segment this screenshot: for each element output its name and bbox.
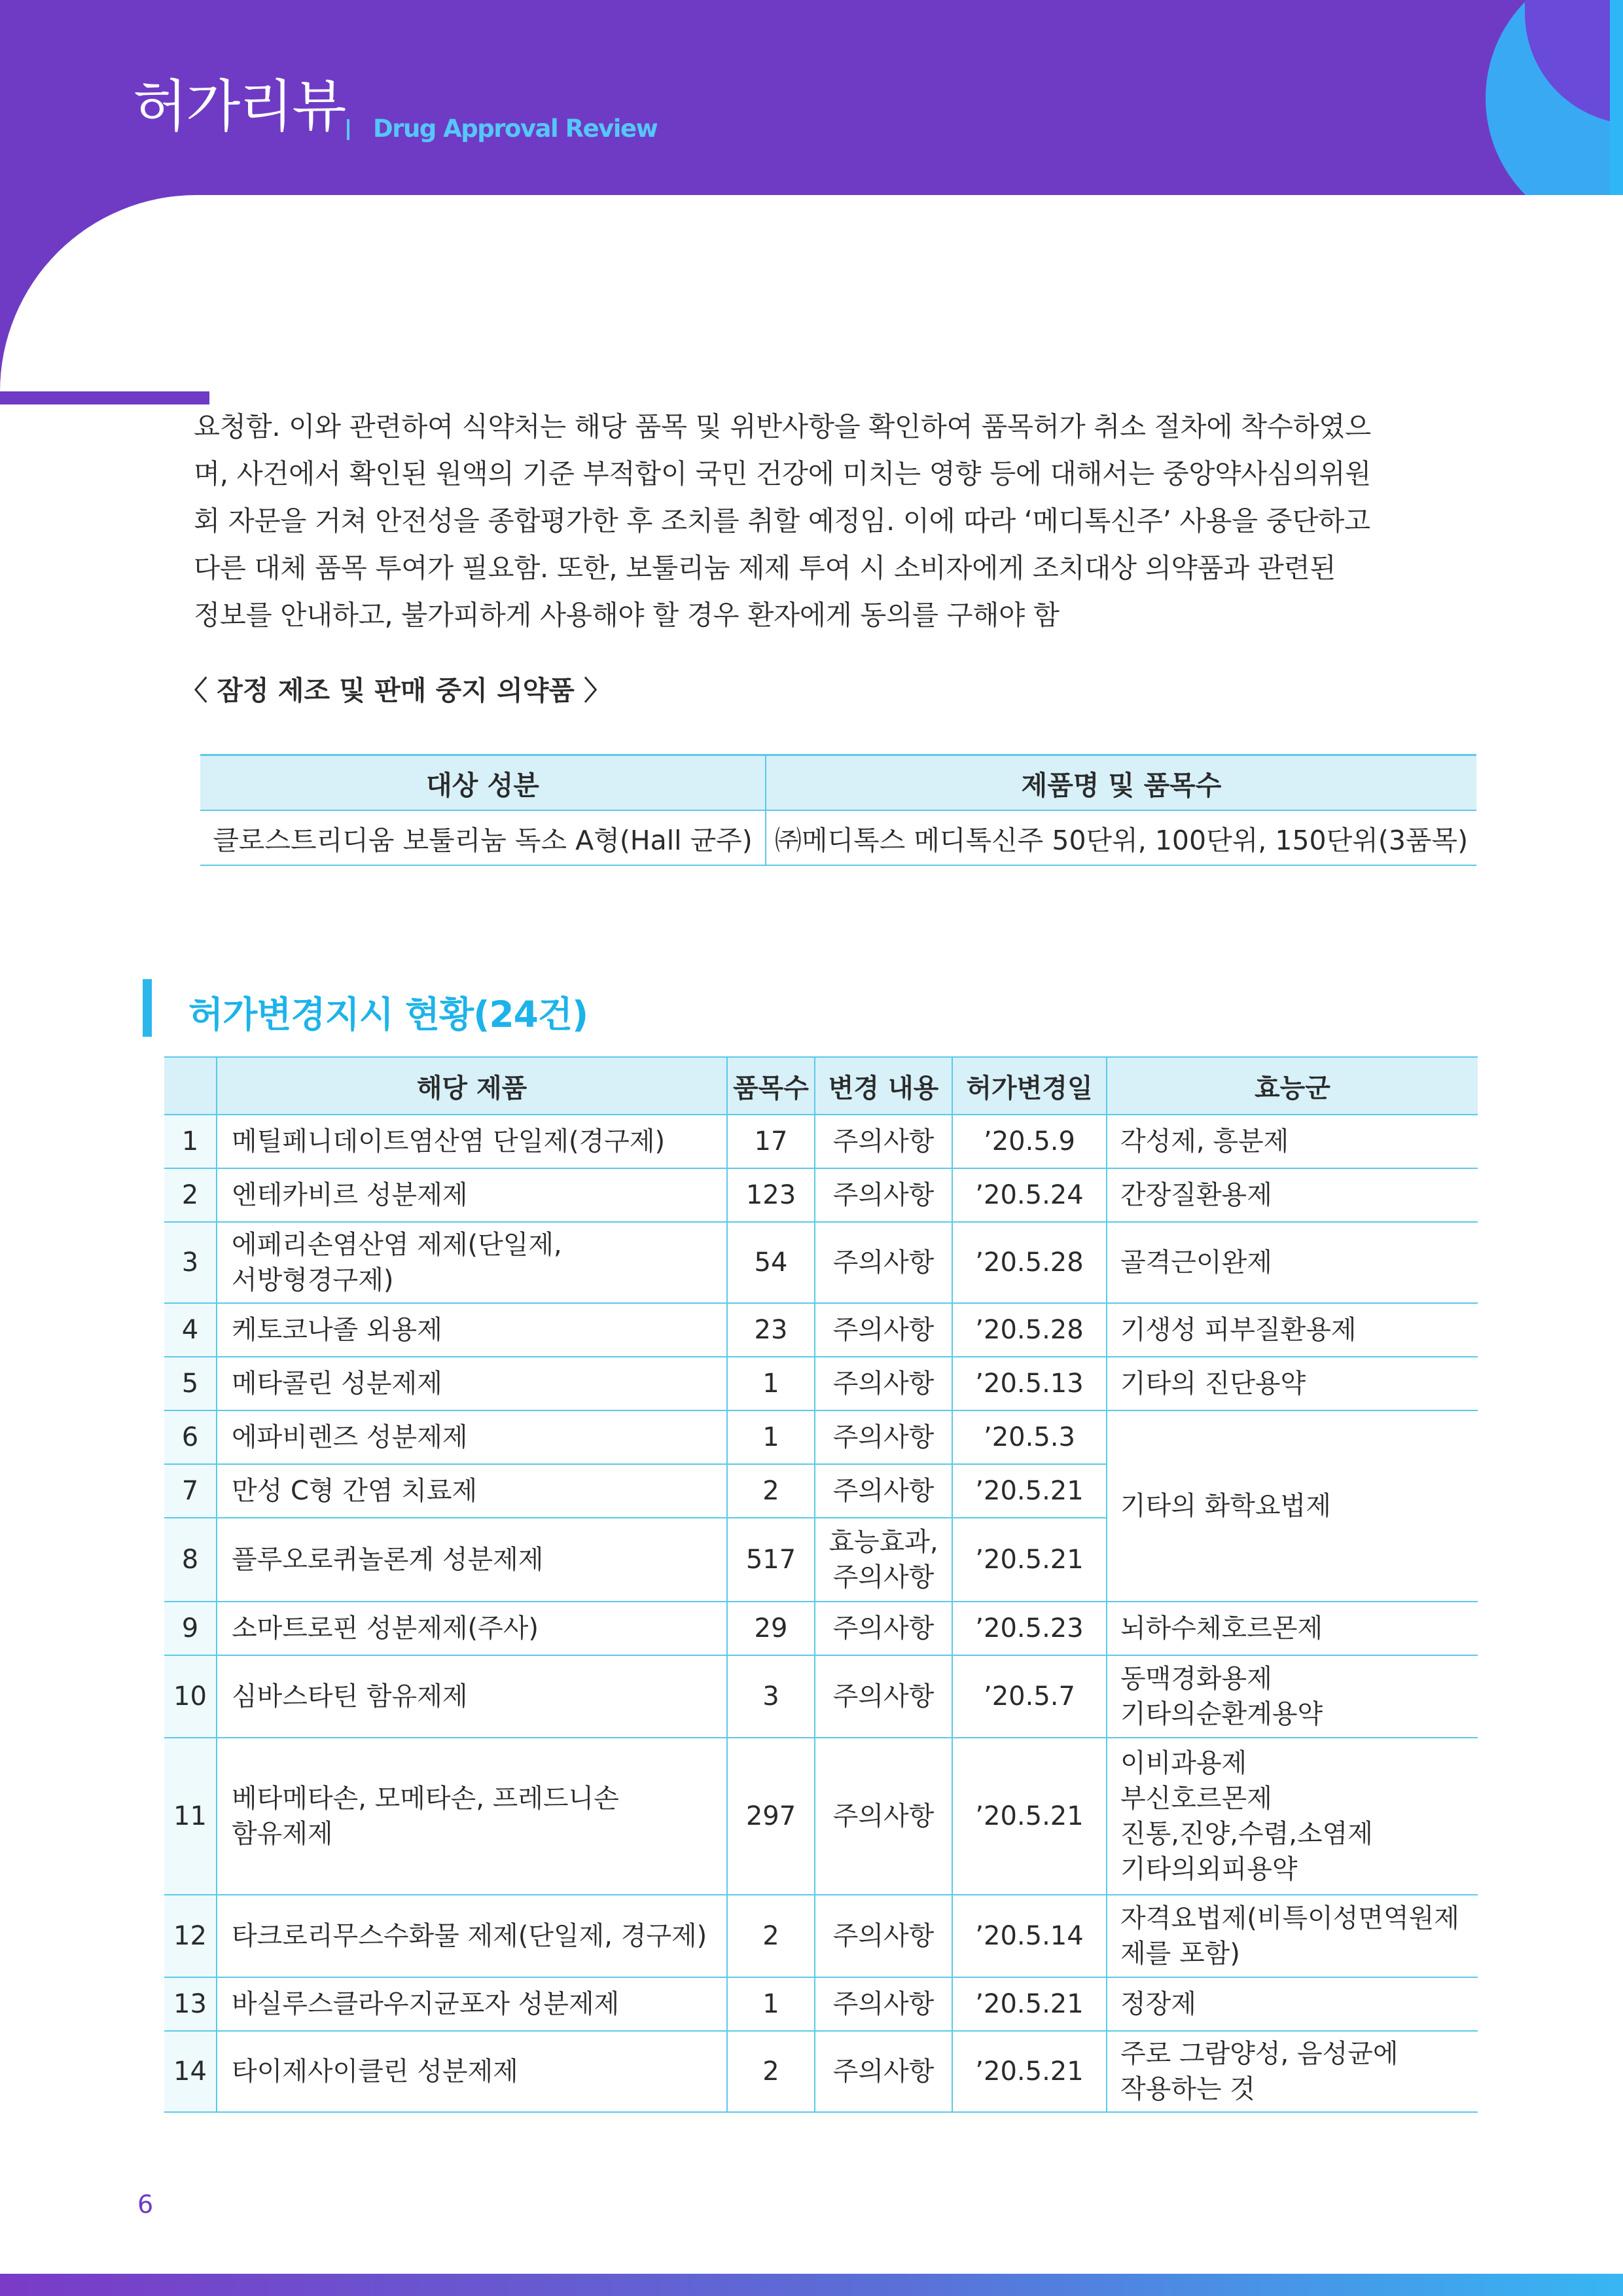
change-content-cell — [815, 1655, 952, 1738]
product-cell — [217, 1518, 727, 1602]
change-content-cell-line: 주의사항 — [832, 1989, 935, 2019]
change-date-cell: ’20.5.13 — [952, 1357, 1107, 1410]
column-header: 효능군 — [1107, 1057, 1478, 1115]
efficacy-cell-line: 골격근이완제 — [1120, 1247, 1272, 1278]
change-content-cell-line: 주의사항 — [832, 1613, 935, 1643]
efficacy-cell — [1107, 1602, 1478, 1655]
row-number-cell: 13 — [164, 1977, 217, 2031]
row-number-cell: 3 — [164, 1222, 217, 1303]
change-date-cell: ’20.5.21 — [952, 1464, 1107, 1518]
efficacy-cell-line: 기타의순환계용약 — [1120, 1699, 1323, 1729]
suspension-table — [200, 754, 1476, 866]
product-cell-line: 함유제제 — [232, 1819, 333, 1849]
table-row — [164, 1895, 1478, 1977]
section-title: 허가변경지시 현황(24건) — [188, 994, 588, 1035]
product-cell-line: 케토코나졸 외용제 — [232, 1315, 442, 1345]
header-separator — [347, 119, 349, 140]
table-row — [164, 1655, 1478, 1738]
change-content-cell-line: 주의사항 — [832, 1180, 935, 1210]
product-cell — [217, 1410, 727, 1464]
change-date-cell: ’20.5.23 — [952, 1602, 1107, 1655]
item-count-cell: 1 — [727, 1410, 815, 1464]
change-content-cell-line: 주의사항 — [832, 2056, 935, 2087]
efficacy-cell-line: 작용하는 것 — [1120, 2074, 1255, 2104]
change-date-cell: ’20.5.9 — [952, 1115, 1107, 1168]
page-number: 6 — [137, 2190, 154, 2219]
header-subtitle: Drug Approval Review — [373, 115, 658, 143]
change-date-cell: ’20.5.24 — [952, 1168, 1107, 1222]
change-content-cell — [815, 1303, 952, 1357]
efficacy-cell-line: 이비과용제 — [1120, 1748, 1247, 1778]
body-paragraph — [194, 403, 1486, 639]
efficacy-cell-line: 기생성 피부질환용제 — [1120, 1315, 1357, 1345]
efficacy-cell-line: 정장제 — [1120, 1989, 1196, 2019]
change-date-cell: ’20.5.28 — [952, 1222, 1107, 1303]
row-number-cell: 14 — [164, 2031, 217, 2112]
change-content-cell-line: 주의사항 — [832, 1369, 935, 1399]
efficacy-cell-line: 기타의 화학요법제 — [1120, 1491, 1331, 1521]
efficacy-cell-line: 동맥경화용제 — [1120, 1664, 1272, 1694]
item-count-cell: 297 — [727, 1738, 815, 1895]
change-content-cell — [815, 1518, 952, 1602]
product-cell-line: 바실루스클라우지균포자 성분제제 — [232, 1989, 620, 2019]
product-cell — [217, 1464, 727, 1518]
table-header-row — [200, 755, 1476, 811]
table-row — [164, 1410, 1478, 1464]
change-content-cell — [815, 1168, 952, 1222]
change-content-cell-line: 주의사항 — [832, 1921, 935, 1951]
product-cell — [217, 1977, 727, 2031]
change-content-cell-line: 효능효과, — [829, 1527, 938, 1557]
page-header — [0, 0, 1623, 196]
header-title: 허가리뷰 — [133, 74, 346, 139]
item-count-cell: 29 — [727, 1602, 815, 1655]
efficacy-cell-line: 간장질환용제 — [1120, 1180, 1272, 1210]
change-content-cell — [815, 1222, 952, 1303]
product-cell-line: 에페리손염산염 제제(단일제, — [232, 1230, 562, 1260]
efficacy-cell-line: 진통,진양,수렴,소염제 — [1120, 1819, 1373, 1849]
change-content-cell-line: 주의사항 — [832, 1476, 935, 1506]
efficacy-cell-line: 제를 포함) — [1120, 1939, 1240, 1969]
item-count-cell: 3 — [727, 1655, 815, 1738]
item-count-cell: 517 — [727, 1518, 815, 1602]
column-header: 해당 제품 — [217, 1057, 727, 1115]
header-decoration-strip — [1610, 0, 1623, 196]
row-number-cell: 8 — [164, 1518, 217, 1602]
product-cell-line: 심바스타틴 함유제제 — [232, 1681, 468, 1712]
change-content-cell — [815, 1357, 952, 1410]
column-header: 품목수 — [727, 1057, 815, 1115]
product-cell — [217, 1115, 727, 1168]
product-cell-line: 타이제사이클린 성분제제 — [232, 2056, 518, 2087]
product-cell — [217, 1168, 727, 1222]
product-cell-line: 소마트로핀 성분제제(주사) — [232, 1613, 539, 1643]
row-number-cell: 10 — [164, 1655, 217, 1738]
product-cell — [217, 1222, 727, 1303]
efficacy-cell-line: 자격요법제(비특이성면역원제 — [1120, 1903, 1459, 1933]
item-count-cell: 54 — [727, 1222, 815, 1303]
change-date-cell: ’20.5.28 — [952, 1303, 1107, 1357]
product-cell — [217, 1895, 727, 1977]
efficacy-cell — [1107, 1357, 1478, 1410]
item-count-cell: 23 — [727, 1303, 815, 1357]
product-cell — [217, 1303, 727, 1357]
row-number-cell: 5 — [164, 1357, 217, 1410]
change-content-cell-line: 주의사항 — [832, 1681, 935, 1712]
efficacy-cell — [1107, 1895, 1478, 1977]
efficacy-cell-line: 각성제, 흥분제 — [1120, 1126, 1289, 1157]
change-content-cell-line: 주의사항 — [832, 1126, 935, 1157]
row-number-cell: 9 — [164, 1602, 217, 1655]
paragraph-line: 회 자문을 거쳐 안전성을 종합평가한 후 조치를 취할 예정임. 이에 따라 ‘메디톡신주’ 사용을 중단하고 — [194, 505, 1370, 537]
column-header: 변경 내용 — [815, 1057, 952, 1115]
change-date-cell: ’20.5.7 — [952, 1655, 1107, 1738]
paragraph-line: 정보를 안내하고, 불가피하게 사용해야 할 경우 환자에게 동의를 구해야 함 — [194, 599, 1060, 631]
table-cell: 클로스트리디움 보툴리눔 독소 A형(Hall 균주) — [200, 810, 766, 865]
change-date-cell: ’20.5.21 — [952, 2031, 1107, 2112]
product-cell-line: 에파비렌즈 성분제제 — [232, 1422, 468, 1452]
product-cell-line: 메타콜린 성분제제 — [232, 1369, 442, 1399]
item-count-cell: 1 — [727, 1977, 815, 2031]
row-number-cell: 12 — [164, 1895, 217, 1977]
table-cell: ㈜메디톡스 메디톡신주 50단위, 100단위, 150단위(3품목) — [766, 810, 1476, 865]
efficacy-cell — [1107, 1168, 1478, 1222]
table-header-row — [164, 1057, 1478, 1115]
item-count-cell: 123 — [727, 1168, 815, 1222]
efficacy-cell — [1107, 1738, 1478, 1895]
efficacy-cell — [1107, 2031, 1478, 2112]
product-cell — [217, 1602, 727, 1655]
product-cell-line: 플루오로퀴놀론계 성분제제 — [232, 1545, 544, 1575]
change-content-cell — [815, 1602, 952, 1655]
change-date-cell: ’20.5.3 — [952, 1410, 1107, 1464]
change-content-cell — [815, 1895, 952, 1977]
header-curve — [0, 195, 1623, 391]
table-row — [200, 810, 1476, 865]
table-row — [164, 2031, 1478, 2112]
efficacy-cell — [1107, 1977, 1478, 2031]
efficacy-cell-line: 기타의외피용약 — [1120, 1854, 1298, 1884]
product-cell-line: 만성 C형 간염 치료제 — [232, 1476, 478, 1506]
paragraph-line: 다른 대체 품목 투여가 필요함. 또한, 보툴리눔 제제 투여 시 소비자에게 조치대상 의약품과 관련된 — [194, 552, 1336, 584]
efficacy-cell-line: 뇌하수체호르몬제 — [1120, 1613, 1323, 1643]
product-cell — [217, 2031, 727, 2112]
product-cell-line: 엔테카비르 성분제제 — [232, 1180, 468, 1210]
table-row — [164, 1222, 1478, 1303]
table-row — [164, 1303, 1478, 1357]
efficacy-cell — [1107, 1222, 1478, 1303]
change-content-cell-line: 주의사항 — [832, 1315, 935, 1345]
section-marker — [143, 979, 152, 1037]
item-count-cell: 1 — [727, 1357, 815, 1410]
item-count-cell: 2 — [727, 2031, 815, 2112]
row-number-cell: 6 — [164, 1410, 217, 1464]
table-row — [164, 1357, 1478, 1410]
row-number-cell: 7 — [164, 1464, 217, 1518]
change-content-cell — [815, 1115, 952, 1168]
product-cell — [217, 1655, 727, 1738]
item-count-cell: 17 — [727, 1115, 815, 1168]
product-cell — [217, 1357, 727, 1410]
product-cell-line: 베타메타손, 모메타손, 프레드니손 — [232, 1784, 619, 1814]
efficacy-cell — [1107, 1303, 1478, 1357]
product-cell — [217, 1738, 727, 1895]
paragraph-line: 요청함. 이와 관련하여 식약처는 해당 품목 및 위반사항을 확인하여 품목허가 취소 절차에 착수하였으 — [194, 410, 1371, 442]
product-cell-line: 타크로리무스수화물 제제(단일제, 경구제) — [232, 1921, 707, 1951]
change-content-cell — [815, 2031, 952, 2112]
change-date-cell: ’20.5.21 — [952, 1738, 1107, 1895]
change-date-cell: ’20.5.21 — [952, 1518, 1107, 1602]
change-content-cell — [815, 1464, 952, 1518]
item-count-cell: 2 — [727, 1895, 815, 1977]
paragraph-line: 며, 사건에서 확인된 원액의 기준 부적합이 국민 건강에 미치는 영향 등에 대해서는 중앙약사심의위원 — [194, 457, 1371, 490]
change-content-cell-line: 주의사항 — [832, 1562, 935, 1592]
row-number-cell: 11 — [164, 1738, 217, 1895]
table-row — [164, 1115, 1478, 1168]
efficacy-cell-line: 주로 그람양성, 음성균에 — [1120, 2039, 1399, 2069]
change-content-cell-line: 주의사항 — [832, 1247, 935, 1278]
change-content-cell — [815, 1410, 952, 1464]
change-content-cell-line: 주의사항 — [832, 1422, 935, 1452]
product-cell-line: 서방형경구제) — [232, 1265, 394, 1295]
column-header: 대상 성분 — [200, 755, 766, 811]
table-row — [164, 1602, 1478, 1655]
column-header — [164, 1057, 217, 1115]
table-row — [164, 1168, 1478, 1222]
column-header: 허가변경일 — [952, 1057, 1107, 1115]
change-date-cell: ’20.5.21 — [952, 1977, 1107, 2031]
efficacy-cell — [1107, 1655, 1478, 1738]
row-number-cell: 2 — [164, 1168, 217, 1222]
footer-bar — [0, 2274, 1623, 2296]
row-number-cell: 1 — [164, 1115, 217, 1168]
table-row — [164, 1977, 1478, 2031]
change-date-cell: ’20.5.14 — [952, 1895, 1107, 1977]
item-count-cell: 2 — [727, 1464, 815, 1518]
changes-table — [164, 1056, 1478, 2113]
change-content-cell — [815, 1977, 952, 2031]
efficacy-cell-line: 부신호르몬제 — [1120, 1784, 1272, 1814]
change-content-cell — [815, 1738, 952, 1895]
product-cell-line: 메틸페니데이트염산염 단일제(경구제) — [232, 1126, 666, 1157]
column-header: 제품명 및 품목수 — [766, 755, 1476, 811]
row-number-cell: 4 — [164, 1303, 217, 1357]
suspension-heading: 〈 잠정 제조 및 판매 중지 의약품 〉 — [181, 675, 611, 706]
efficacy-cell — [1107, 1115, 1478, 1168]
table-row — [164, 1738, 1478, 1895]
change-content-cell-line: 주의사항 — [832, 1801, 935, 1831]
efficacy-cell-line: 기타의 진단용약 — [1120, 1369, 1306, 1399]
efficacy-cell — [1107, 1410, 1478, 1602]
